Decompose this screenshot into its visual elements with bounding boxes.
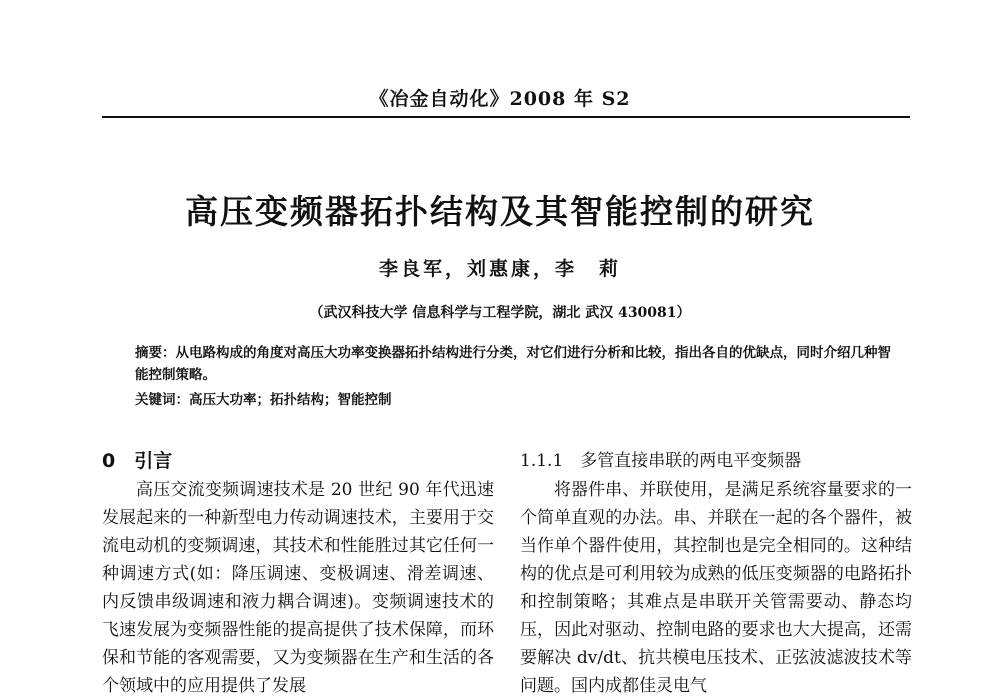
subsection-paragraph: 将器件串、并联使用，是满足系统容量要求的一个简单直观的办法。串、并联在一起的各个器件，被当作单个器件使用，其控制也是完全相同的。这种结构的优点是可利用较为成熟的低压变频器的电路拓扑和控制策略；其难点是串联开关管需要动、静态均压，因此对驱动、控制电路的要求也大大提高，还需要解决 dv/dt、抗共模电压技术、正弦波滤波技术等问题。国内成都佳灵电气 <box>520 480 912 696</box>
left-column <box>102 446 494 700</box>
abstract-label: 摘要： <box>135 345 176 361</box>
section-heading-introduction: 0 引言 <box>102 450 173 472</box>
paper-title: 高压变频器拓扑结构及其智能控制的研究 <box>185 192 815 231</box>
abstract <box>135 342 895 386</box>
journal-header: 《冶金自动化》2008 年 S2 <box>369 88 631 110</box>
keywords-label: 关键词： <box>135 392 189 408</box>
affiliation: （武汉科技大学 信息科学与工程学院，湖北 武汉 430081） <box>309 305 691 321</box>
authors: 李良军，刘惠康，李 莉 <box>378 258 621 280</box>
subsection-heading: 1.1.1 多管直接串联的两电平变频器 <box>520 451 802 471</box>
keywords <box>135 388 895 408</box>
keywords-text: 高压大功率；拓扑结构；智能控制 <box>189 392 392 408</box>
right-column <box>520 446 912 700</box>
introduction-paragraph: 高压交流变频调速技术是 20 世纪 90 年代迅速发展起来的一种新型电力传动调速技术，主要用于交流电动机的变频调速，其技术和性能胜过其它任何一种调速方式(如：降压调速、变极调速、滑差调速、内反馈串级调速和液力耦合调速)。变频调速技术的飞速发展为变频器性能的提高提供了技术保障，而环保和节能的客观需要，又为变频器在生产和生活的各个领域中的应用提供了发展 <box>102 480 494 696</box>
abstract-text: 从电路构成的角度对高压大功率变换器拓扑结构进行分类，对它们进行分析和比较，指出各自的优缺点，同时介绍几种智能控制策略。 <box>135 345 891 383</box>
header-rule <box>102 116 910 118</box>
